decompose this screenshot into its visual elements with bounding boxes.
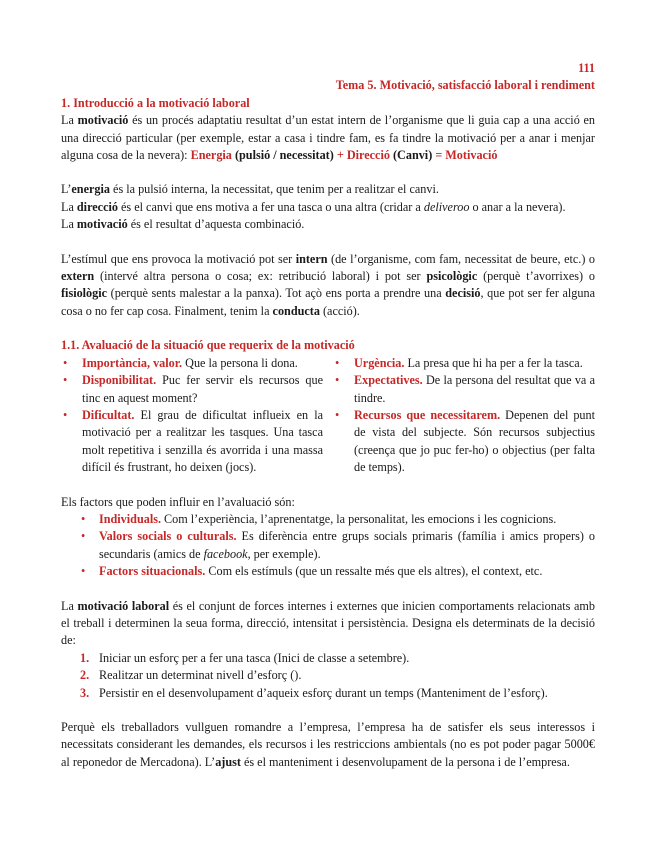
list-item: 2. Realitzar un determinat nivell d’esforç (). xyxy=(80,668,302,683)
factors-intro: Els factors que poden influir en l’avaluació són: xyxy=(61,494,295,509)
two-column-list xyxy=(61,355,595,477)
paragraph-estimul: L’estímul que ens provoca la motivació pot ser intern (de l’organisme, com fam, necessitat de beure, etc.) o extern (intervé altra persona o cosa; ex: retribució laboral) i pot ser psicològic (perquè t’avorrixes) o fisiològic (perquè sents malestar a la panxa). Tot açò ens porta a prendre una decisió, que pot ser fer alguna cosa o no fer cap cosa. Finalment, tenim la conducta (acció). xyxy=(61,251,595,318)
list-item: • Disponibilitat. Puc fer servir els recursos que tinc en aquest moment? xyxy=(63,373,323,405)
document-page xyxy=(61,60,595,771)
paragraph-direccio: La direcció és el canvi que ens motiva a fer una tasca o una altra (cridar a deliveroo o anar a la nevera). xyxy=(61,199,566,214)
list-item: • Factors situacionals. Com els estímuls (que un ressalte més que els altres), el context, etc. xyxy=(81,564,543,579)
list-item: • Recursos que necessitarem. Depenen del punt de vista del subjecte. Són recursos subjectius (creença que jo puc fer-ho) o objectius (per falta de temps). xyxy=(335,407,595,475)
list-item: 1. Iniciar un esforç per a fer una tasca (Inici de classe a setembre). xyxy=(80,650,410,665)
paragraph-ajust: Perquè els treballadors vullguen romandre a l’empresa, l’empresa ha de satisfer els seus interessos i necessitats considerant les demandes, els recursos i les restriccions ambientals (no es pot poder pagar 5000€ al reponedor de Mercadona). L’ajust és el manteniment i desenvolupament de la persona i de l’empresa. xyxy=(61,720,595,769)
factors-list xyxy=(61,511,595,581)
list-item: • Valors socials o culturals. Es diferència entre grups socials primaris (família i amics propers) o secundaris (amics de facebook, per exemple). xyxy=(81,529,595,561)
paragraph-motivacio: La motivació és el resultat d’aquesta combinació. xyxy=(61,217,305,232)
list-item: • Individuals. Com l’experiència, l’aprenentatge, la personalitat, les emocions i les cognicions. xyxy=(81,511,557,526)
list-item: 3. Persistir en el desenvolupament d’aqueix esforç durant un temps (Manteniment de l’esforç). xyxy=(80,685,548,700)
list-item: • Urgència. La presa que hi ha per a fer la tasca. xyxy=(335,355,583,370)
list-item: • Importància, valor. Que la persona li dona. xyxy=(63,355,298,370)
page-number: 111 xyxy=(578,61,595,75)
section-title-avaluacio: 1.1. Avaluació de la situació que requerix de la motivació xyxy=(61,338,355,353)
list-item: • Dificultat. El grau de dificultat influeix en la motivació per a realitzar les tasques. Una tasca molt repetitiva i senzilla és avorrida i una massa difícil és frustrant, ho deixen (jocs). xyxy=(63,407,323,475)
left-column xyxy=(61,355,323,477)
list-item: • Expectatives. De la persona del resultat que va a tindre. xyxy=(335,373,595,405)
paragraph-definition: La motivació és un procés adaptatiu resultat d’un estat intern de l’organisme que li guia cap a una acció en una direcció particular (per exemple, estar a casa i tindre fam, es fa tindre la motivació per a anar i menjar alguna cosa de la nevera): Energia (pulsió / necessitat) + Direcció (Canvi) = Motivació xyxy=(61,113,596,163)
right-column xyxy=(333,355,595,477)
paragraph-motivacio-laboral: La motivació laboral és el conjunt de forces internes i externes que inicien comportaments relacionats amb el treball i determinen la seua forma, direcció, intensitat i persistència. Designa els determinats de la decisió de: xyxy=(61,598,596,648)
chapter-title: Tema 5. Motivació, satisfacció laboral i rendiment xyxy=(335,78,595,93)
paragraph-energia: L’energia és la pulsió interna, la necessitat, que tenim per a realitzar el canvi. xyxy=(61,182,439,197)
section-title-intro: 1. Introducció a la motivació laboral xyxy=(61,95,250,110)
steps-list xyxy=(61,650,595,702)
